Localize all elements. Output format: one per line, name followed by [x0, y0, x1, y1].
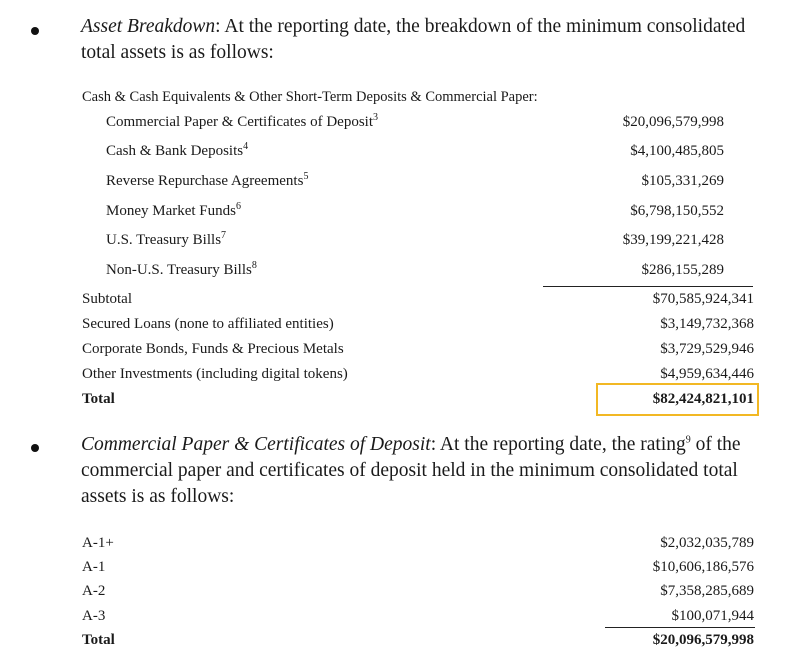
cp-paragraph: [81, 432, 771, 510]
cash-item-label: Reverse Repurchase Agreements$^5$: [106, 171, 309, 189]
bullet-icon: [31, 444, 39, 452]
line-item-label: Secured Loans (none to affiliated entities): [82, 316, 334, 332]
rating-value: $2,032,035,789: [660, 535, 754, 551]
line-item-value: $3,729,529,946: [660, 341, 754, 357]
cash-item-value: $6,798,150,552: [630, 203, 724, 219]
total-value: $82,424,821,101: [652, 391, 754, 407]
cash-item-label: Money Market Funds$^6$: [106, 201, 241, 219]
cash-group-header: Cash & Cash Equivalents & Other Short-Term Deposits & Commercial Paper:: [82, 89, 538, 105]
cash-item-value: $4,100,485,805: [630, 143, 724, 159]
line-item-value: $4,959,634,446: [660, 366, 754, 382]
subtotal-label: Subtotal: [82, 291, 133, 307]
cp-total-value: $20,096,579,998: [652, 632, 754, 648]
line-item-label: Other Investments (including digital tokens): [82, 366, 348, 382]
rating-label: A-1: [82, 559, 106, 575]
cp-total-label: Total: [82, 632, 115, 648]
subtotal-rule: [543, 286, 753, 287]
cash-item-label: Non-U.S. Treasury Bills$^8$: [106, 260, 257, 278]
line-item-value: $3,149,732,368: [660, 316, 754, 332]
rating-label: A-1+: [82, 535, 114, 551]
cash-item-value: $20,096,579,998: [622, 114, 724, 130]
cash-item-value: $105,331,269: [641, 173, 724, 189]
cash-item-label: U.S. Treasury Bills$^7$: [106, 230, 227, 248]
cp-footnote: 9: [685, 434, 691, 446]
subtotal-value: $70,585,924,341: [652, 291, 754, 307]
cash-item-value: $286,155,289: [641, 262, 724, 278]
line-item-label: Corporate Bonds, Funds & Precious Metals: [82, 341, 344, 357]
asset-breakdown-heading: Asset Breakdown: [81, 16, 216, 37]
bullet-icon: [31, 27, 39, 35]
rating-value: $10,606,186,576: [652, 559, 754, 575]
cp-intro-a: : At the reporting date, the rating: [430, 434, 686, 455]
total-label: Total: [82, 391, 115, 407]
asset-breakdown-intro: : At the reporting date, the breakdown of the minimum consolidated total assets is as follows:: [81, 16, 746, 63]
rating-label: A-3: [82, 608, 106, 624]
cp-heading: Commercial Paper & Certificates of Deposit: [81, 434, 431, 455]
rating-value: $7,358,285,689: [660, 583, 754, 599]
cash-item-value: $39,199,221,428: [622, 232, 724, 248]
cash-item-label: Commercial Paper & Certificates of Deposit$^3$: [106, 112, 379, 130]
rating-label: A-2: [82, 583, 106, 599]
cash-item-label: Cash & Bank Deposits$^4$: [106, 141, 249, 159]
cp-intro-b: of the commercial paper and certificates of deposit held in the minimum consolidated total assets is as follows:: [81, 434, 741, 507]
asset-breakdown-paragraph: [81, 14, 771, 66]
rating-value: $100,071,944: [671, 608, 754, 624]
total-rule: [605, 627, 755, 628]
